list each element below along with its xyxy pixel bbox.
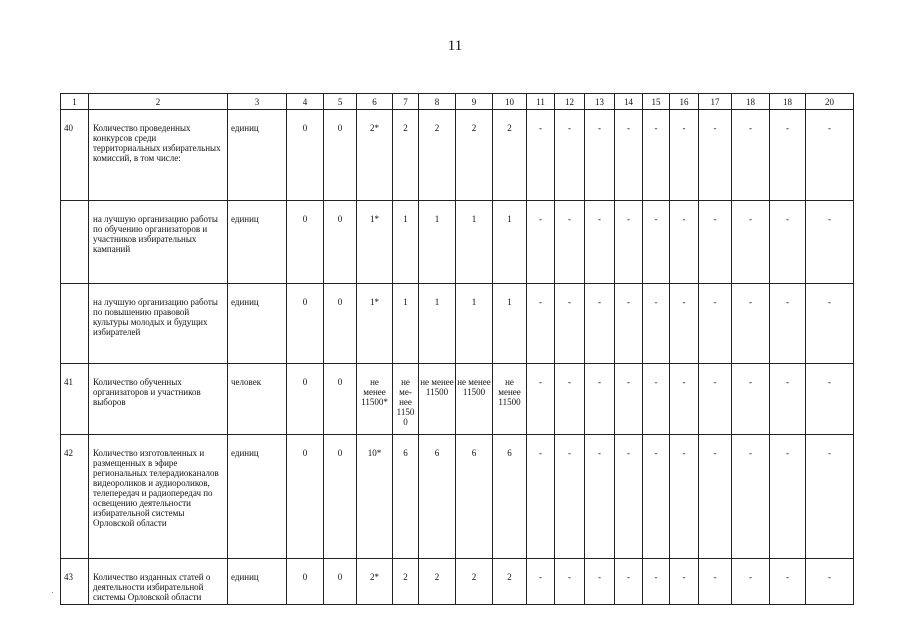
dash-cell: - <box>806 435 854 559</box>
header-cell: 16 <box>670 94 699 110</box>
value-cell: 0 <box>287 364 324 435</box>
dash-cell: - <box>643 559 670 605</box>
row-number: 42 <box>61 435 89 559</box>
dash-cell: - <box>670 284 699 364</box>
header-cell: 15 <box>643 94 670 110</box>
dash-cell: - <box>770 364 806 435</box>
value-cell: 1 <box>456 201 493 284</box>
value-cell: 0 <box>324 110 357 201</box>
dash-cell: - <box>670 559 699 605</box>
dash-cell: - <box>527 559 555 605</box>
value-cell: 6 <box>493 435 527 559</box>
dash-cell: - <box>806 364 854 435</box>
header-cell: 9 <box>456 94 493 110</box>
value-cell: 0 <box>324 559 357 605</box>
table-row <box>61 364 854 435</box>
dash-cell: - <box>806 201 854 284</box>
row-number <box>61 284 89 364</box>
header-cell: 18 <box>732 94 770 110</box>
value-cell: 1 <box>493 284 527 364</box>
dash-cell: - <box>670 435 699 559</box>
dash-cell: - <box>643 364 670 435</box>
dash-cell: - <box>643 284 670 364</box>
unit-cell: единиц <box>228 435 287 559</box>
value-cell: 2 <box>456 110 493 201</box>
header-cell: 2 <box>89 94 228 110</box>
value-cell: 1 <box>419 201 456 284</box>
value-cell: 0 <box>287 201 324 284</box>
header-cell: 5 <box>324 94 357 110</box>
value-cell: 1 <box>493 201 527 284</box>
indicator-name: на лучшую организацию работы по повышению правовой культуры молодых и будущих избирателей <box>89 284 228 364</box>
value-cell: 2 <box>456 559 493 605</box>
value-cell: не менее 11500 <box>419 364 456 435</box>
header-cell: 12 <box>555 94 585 110</box>
dash-cell: - <box>527 435 555 559</box>
dash-cell: - <box>732 559 770 605</box>
unit-cell: единиц <box>228 284 287 364</box>
dash-cell: - <box>585 110 615 201</box>
dash-cell: - <box>770 110 806 201</box>
header-cell: 11 <box>527 94 555 110</box>
value-cell: 2 <box>419 110 456 201</box>
table-row <box>61 435 854 559</box>
dash-cell: - <box>555 110 585 201</box>
unit-cell: единиц <box>228 110 287 201</box>
indicator-name: Количество изданных статей о деятельности избирательной системы Орловской области <box>89 559 228 605</box>
dash-cell: - <box>555 364 585 435</box>
value-cell: 0 <box>287 110 324 201</box>
dash-cell: - <box>806 559 854 605</box>
table-row <box>61 201 854 284</box>
dash-cell: - <box>670 110 699 201</box>
value-cell: 2 <box>393 110 419 201</box>
value-cell: 2* <box>357 110 393 201</box>
value-cell: не менее 11500 <box>493 364 527 435</box>
value-cell: не менее 11500* <box>357 364 393 435</box>
value-cell: 6 <box>419 435 456 559</box>
row-number: 40 <box>61 110 89 201</box>
dash-cell: - <box>732 435 770 559</box>
indicator-name: на лучшую организацию работы по обучению организаторов и участников избирательных кампаний <box>89 201 228 284</box>
dash-cell: - <box>699 364 732 435</box>
value-cell: 1 <box>456 284 493 364</box>
value-cell: 6 <box>456 435 493 559</box>
dash-cell: - <box>643 110 670 201</box>
dash-cell: - <box>670 364 699 435</box>
header-cell: 14 <box>615 94 643 110</box>
value-cell: 1* <box>357 201 393 284</box>
header-row <box>61 94 854 110</box>
dash-cell: - <box>527 364 555 435</box>
value-cell: 2* <box>357 559 393 605</box>
value-cell: 10* <box>357 435 393 559</box>
dash-cell: - <box>806 110 854 201</box>
dash-cell: - <box>615 284 643 364</box>
dash-cell: - <box>615 364 643 435</box>
dash-cell: - <box>555 284 585 364</box>
dash-cell: - <box>770 435 806 559</box>
dash-cell: - <box>585 559 615 605</box>
value-cell: 0 <box>324 284 357 364</box>
indicators-table <box>60 93 854 605</box>
value-cell: 2 <box>493 559 527 605</box>
value-cell: 0 <box>287 559 324 605</box>
dash-cell: - <box>670 201 699 284</box>
value-cell: 1* <box>357 284 393 364</box>
header-cell: 8 <box>419 94 456 110</box>
dash-cell: - <box>555 435 585 559</box>
dash-cell: - <box>585 284 615 364</box>
value-cell: 2 <box>493 110 527 201</box>
value-cell: 0 <box>287 284 324 364</box>
dash-cell: - <box>585 364 615 435</box>
dash-cell: - <box>527 201 555 284</box>
indicator-name: Количество проведенных конкурсов среди территориальных избирательных комиссий, в том числе: <box>89 110 228 201</box>
header-cell: 1 <box>61 94 89 110</box>
row-number: 43 <box>61 559 89 605</box>
value-cell: 0 <box>287 435 324 559</box>
dash-cell: - <box>770 284 806 364</box>
value-cell: не ме-нее 1150 0 <box>393 364 419 435</box>
page-number: 11 <box>447 38 463 54</box>
header-cell: 3 <box>228 94 287 110</box>
value-cell: 6 <box>393 435 419 559</box>
header-cell: 7 <box>393 94 419 110</box>
value-cell: 0 <box>324 435 357 559</box>
value-cell: 0 <box>324 364 357 435</box>
header-cell: 6 <box>357 94 393 110</box>
dash-cell: - <box>615 559 643 605</box>
dash-cell: - <box>585 201 615 284</box>
dash-cell: - <box>555 559 585 605</box>
dash-cell: - <box>732 364 770 435</box>
row-number <box>61 201 89 284</box>
unit-cell: единиц <box>228 559 287 605</box>
dash-cell: - <box>699 110 732 201</box>
dash-cell: - <box>527 284 555 364</box>
header-cell: 4 <box>287 94 324 110</box>
header-cell: 10 <box>493 94 527 110</box>
dash-cell: - <box>732 201 770 284</box>
dash-cell: - <box>555 201 585 284</box>
header-cell: 20 <box>806 94 854 110</box>
dash-cell: - <box>615 435 643 559</box>
dash-cell: - <box>732 284 770 364</box>
header-cell: 17 <box>699 94 732 110</box>
indicator-name: Количество обученных организаторов и участников выборов <box>89 364 228 435</box>
unit-cell: единиц <box>228 201 287 284</box>
scan-speck <box>52 592 53 593</box>
indicator-name: Количество изготовленных и размещенных в эфире региональных телерадиоканалов видеороликов и аудиороликов, телепередач и радиопередач по освещению деятельности избирательной системы Орловской области <box>89 435 228 559</box>
dash-cell: - <box>527 110 555 201</box>
row-number: 41 <box>61 364 89 435</box>
table-row <box>61 110 854 201</box>
table-row <box>61 559 854 605</box>
dash-cell: - <box>699 559 732 605</box>
header-cell: 18 <box>770 94 806 110</box>
dash-cell: - <box>699 435 732 559</box>
dash-cell: - <box>615 201 643 284</box>
dash-cell: - <box>770 559 806 605</box>
value-cell: 2 <box>419 559 456 605</box>
dash-cell: - <box>732 110 770 201</box>
value-cell: 1 <box>419 284 456 364</box>
dash-cell: - <box>699 201 732 284</box>
dash-cell: - <box>643 435 670 559</box>
dash-cell: - <box>806 284 854 364</box>
unit-cell: человек <box>228 364 287 435</box>
header-cell: 13 <box>585 94 615 110</box>
value-cell: 1 <box>393 284 419 364</box>
value-cell: 1 <box>393 201 419 284</box>
dash-cell: - <box>699 284 732 364</box>
dash-cell: - <box>770 201 806 284</box>
table-row <box>61 284 854 364</box>
dash-cell: - <box>643 201 670 284</box>
dash-cell: - <box>585 435 615 559</box>
value-cell: не менее 11500 <box>456 364 493 435</box>
dash-cell: - <box>615 110 643 201</box>
value-cell: 0 <box>324 201 357 284</box>
value-cell: 2 <box>393 559 419 605</box>
